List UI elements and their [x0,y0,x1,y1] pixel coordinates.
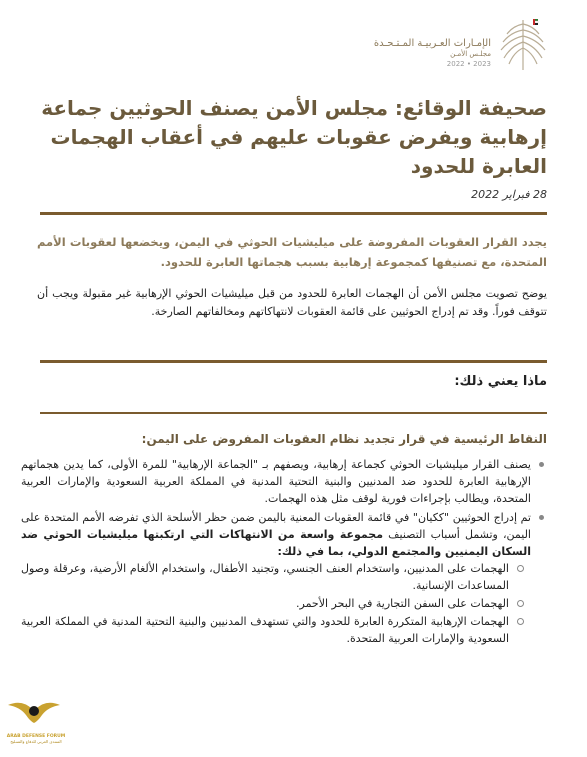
key-points-list [21,456,547,649]
divider-top [40,212,547,215]
divider-middle [40,360,547,363]
sub-list-item: الهجمات على السفن التجارية في البحر الأحمر. [21,595,509,612]
logo-arabic: المنتدى العربي للدفاع والتسليح [10,739,62,744]
sub-list-item: الهجمات الإرهابية المتكررة العابرة للحدود والتي تستهدف المدنيين والبنية التحتية المدنية في المملكة العربية السعودية والإمارات العربية المتحدة. [21,615,509,645]
key-points-heading: النقاط الرئيسية في قرار تجديد نظام العقوبات المفروض على اليمن: [141,432,547,446]
section-title: ماذا يعني ذلك: [454,374,547,389]
violations-list [21,560,531,647]
country-name: الإمـارات العـربيـة المـتـحـدة [373,38,491,49]
divider-section [40,412,547,414]
logo-caption [0,734,72,744]
palm-emblem-icon [495,14,551,72]
body-paragraph: يوضح تصويت مجلس الأمن أن الهجمات العابرة للحدود من قبل ميليشيات الحوثي الإرهابية غير مقبولة ويجب أن تتوقف فوراً. وقد تم إدراج الحوثيين على قائمة العقوبات لانتهاكاتهم ومخالفاتهم الصارخة. [37,287,547,318]
sub-list-item: الهجمات على المدنيين، واستخدام العنف الجنسي، وتجنيد الأطفال، واستخدام الألغام الأرضية، وعرقلة وصول المساعدات الإنسانية. [21,562,509,592]
bullet-text-1: يصنف القرار ميليشيات الحوثي كجماعة إرهابية، ويصفهم بـ "الجماعة الإرهابية" للمرة الأولى، كما يدين هجماتهم الإرهابية العابرة للحدود ضد المدنيين والبنية التحتية المدنية في المملكة العربية السعودية والإمارات العربية المتحدة، ويطالب بإجراءات فورية لوقف مثل هذه الهجمات. [21,458,531,505]
page-title: صحيفة الوقائع: مجلس الأمن يصنف الحوثيين جماعة إرهابية ويفرض عقوبات عليهم في أعقاب الهجمات العابرة للحدود [41,96,547,178]
bullet-text-2-bold: مجموعة واسعة من الانتهاكات التي ارتكبتها ميليشيات الحوثي ضد السكان اليمنيين والمجتمع الدولي، بما في ذلك: [21,528,531,558]
bullet-text-2: تم إدراج الحوثيين "ككيان" في قائمة العقوبات المعنية باليمن ضمن حظر الأسلحة الذي تفرضه الأمم المتحدة على اليمن، وتشمل أسباب التصنيف [21,511,531,541]
list-item [21,509,531,647]
ministry-name: مجلـس الأمـن [450,50,491,58]
publish-date: 28 فبراير 2022 [471,188,547,201]
term-years: 2022 • 2023 [446,60,491,68]
lead-paragraph: يجدد القرار العقوبات المفروضة على ميليشيات الحوثي في اليمن، ويخضعها لعقوبات الأمم المتحدة، مع تصنيفها كمجموعة إرهابية بسبب هجماتها العابرة للحدود. [37,235,547,269]
header-org [374,38,491,68]
list-item [21,456,531,507]
logo-name: ARAB DEFENSE FORUM [6,734,66,739]
